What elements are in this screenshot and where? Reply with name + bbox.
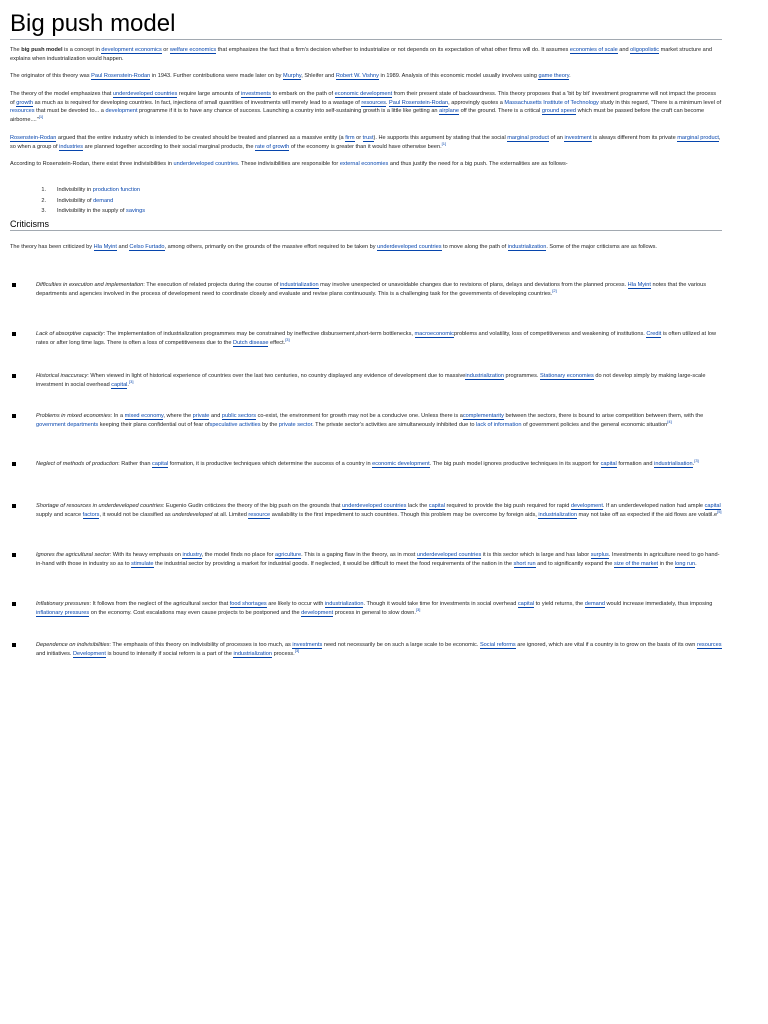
text-run: , Shleifer and (301, 73, 336, 79)
text-run: programme if it is to have any chance of success. Launching a country into self-sustaining growth is a little like getting an (137, 108, 440, 115)
citation-link[interactable]: [3] (285, 336, 290, 342)
text-run: on the economy. Cost escalations may even cause projects to be postponed and the (89, 609, 302, 616)
text-run: and to significantly expand the (535, 560, 614, 567)
wiki-link[interactable]: Robert W. Vishny (335, 73, 379, 79)
bullet-square-icon (12, 462, 16, 466)
criticism-term: underdeveloped (172, 511, 213, 518)
wiki-link[interactable]: investment (564, 135, 592, 141)
citation-link[interactable]: [3] (415, 606, 421, 612)
section-heading-criticisms: Criticisms (10, 219, 722, 231)
text-run: problems and volatility, loss of competitiveness and weakening of institutions. (453, 331, 647, 337)
text-run: : The emphasis of this theory on indivisibility of processes is too much, as (109, 642, 293, 648)
intro-paragraph (10, 72, 722, 81)
wiki-link[interactable]: welfare economics (169, 47, 217, 53)
wiki-link[interactable]: public sectors (221, 413, 257, 419)
bullet-square-icon (12, 553, 16, 557)
wiki-link[interactable]: speculative activities (209, 421, 261, 428)
wiki-link[interactable]: external economies (339, 161, 389, 167)
text-run: The (10, 47, 22, 53)
text-run: is bound to intensify if social reform is a part of the (105, 650, 234, 657)
wiki-link[interactable]: economic development (334, 91, 393, 97)
text-run: . (385, 99, 390, 106)
text-run: keeping their plans confidential out of fear of (98, 421, 210, 428)
criticism-term: Difficulties in execution and implementation (36, 282, 144, 288)
wiki-link[interactable]: rate of growth (255, 143, 290, 150)
criticism-item (10, 372, 722, 389)
wiki-link[interactable]: size of the market (613, 560, 659, 567)
wiki-link[interactable]: Celso Furtado (129, 244, 165, 250)
wiki-link[interactable]: economies of scale (569, 47, 618, 53)
wiki-link[interactable]: Murphy (283, 73, 302, 79)
text-run: of government policies and the general economic situation (521, 421, 668, 428)
wiki-link[interactable]: capital (111, 381, 128, 388)
text-run: The originator of this theory was (10, 73, 92, 79)
wiki-link[interactable]: Rosenstein-Rodan (10, 135, 57, 141)
text-run: of the economy is greater than it would have otherwise been. (289, 143, 442, 150)
text-run: in the (658, 560, 675, 567)
wiki-link[interactable]: development (570, 503, 603, 509)
text-run: to embark on the path of (270, 91, 335, 97)
criticism-text (36, 551, 722, 568)
wiki-link[interactable]: underdeveloped countries (173, 161, 238, 167)
text-run: programmes. (503, 373, 541, 379)
wiki-link[interactable]: lack of information (476, 421, 522, 428)
text-run: , approvingly quotes a (448, 99, 505, 106)
wiki-link[interactable]: Hla Myint (93, 244, 117, 250)
text-run: The theory has been criticized by (10, 244, 94, 250)
text-run: and thus justify the need for a big push. The externalities are as follows- (388, 161, 568, 167)
wiki-link[interactable]: industrialization (538, 511, 577, 518)
text-run: and initiatives. (36, 650, 74, 657)
wiki-link[interactable]: demand (93, 197, 114, 204)
text-run: . Some of the major criticisms are as follows. (546, 244, 657, 250)
wiki-link[interactable]: Dutch disease (233, 339, 269, 346)
wiki-link[interactable]: demand (584, 601, 605, 607)
wiki-link[interactable]: government departments (36, 421, 99, 428)
text-run: supply and scarce (36, 511, 83, 518)
wiki-link[interactable]: Massachusetts Institute of Technology (504, 99, 599, 106)
text-run: : The implementation of industrialization programmes may be constrained by ineffective disbursement,short-term bottlenecks, (103, 331, 415, 337)
citation-link[interactable]: [3] (694, 458, 699, 464)
intro-paragraph (10, 90, 722, 124)
intro-paragraph (10, 134, 722, 151)
text-run: . If an underdeveloped nation had ample (602, 503, 705, 509)
criticism-item (10, 281, 722, 298)
text-run: process in general to slow down. (333, 609, 416, 616)
text-run: : Rather than (118, 461, 152, 467)
text-run: to move along the path of (441, 244, 508, 250)
wiki-link[interactable]: capital (428, 503, 445, 509)
wiki-link[interactable]: Development (73, 650, 106, 657)
wiki-link[interactable]: capital (517, 601, 535, 607)
wiki-link[interactable]: development (105, 108, 138, 115)
wiki-link[interactable]: underdeveloped countries (342, 503, 407, 509)
criticism-term: Shortage of resources in underdeveloped countries (36, 503, 163, 509)
text-run: may not take off as expected if the aid flows are volatil.e (576, 511, 718, 518)
wiki-link[interactable]: marginal product (507, 135, 549, 141)
bold-term: big push model (21, 47, 63, 53)
criticism-term: Ignores the agricultural sector (36, 552, 110, 558)
wiki-link[interactable]: private sector (278, 421, 313, 428)
page-title: Big push model (10, 10, 722, 40)
wiki-link[interactable]: industrialisation (654, 461, 693, 467)
criticism-term: Neglect of methods of production (36, 461, 119, 467)
text-run: ). He supports this argument by stating that the social (373, 135, 508, 141)
text-run: Indivisibility in (57, 187, 93, 193)
citation-link[interactable]: [1] (441, 140, 447, 146)
criticism-term: Inflationary pressures (36, 601, 90, 607)
wiki-link[interactable]: growth (16, 99, 34, 106)
criticism-item (10, 600, 722, 617)
wiki-link[interactable]: complementarity (462, 413, 504, 419)
wiki-link[interactable]: industries (59, 143, 84, 150)
criticism-text (36, 330, 722, 347)
text-run: it is this sector which is large and has labor (481, 552, 591, 558)
wiki-link[interactable]: industrialization (280, 282, 319, 288)
citation-link[interactable]: [4] (667, 418, 672, 424)
wiki-link[interactable]: private (192, 413, 210, 419)
wiki-link[interactable]: production function (92, 187, 141, 193)
wiki-link[interactable]: Hla Myint (627, 282, 651, 288)
text-run: which must be passed before the craft can become airborne...." (10, 108, 705, 123)
text-run: are ignored, which are vital if a country is to grow on the basis of its own (515, 642, 697, 648)
wiki-link[interactable]: factors (82, 511, 100, 518)
text-run: , among others, primarily on the grounds of the massive effort required to be taken by (164, 244, 378, 250)
wiki-link[interactable]: capital (600, 461, 617, 467)
text-run: is a concept in (62, 47, 102, 53)
text-run: need not necessarily be on such a large scale to be economic. (322, 642, 480, 648)
wiki-link[interactable]: oligopolistic (630, 47, 660, 53)
text-run: . (695, 560, 697, 567)
criticism-item (10, 641, 722, 658)
text-run: argued that the entire industry which is intended to be created should be treated and planned as a massive entity (a (56, 135, 346, 141)
text-run: : With its heavy emphasis on (109, 552, 183, 558)
wiki-link[interactable]: investments (292, 642, 323, 648)
wiki-link[interactable]: Stationary economies (540, 373, 594, 379)
text-run: . Though it would take time for investments in social overhead (363, 601, 518, 607)
list-item (10, 207, 410, 218)
wiki-link[interactable]: underdeveloped countries (112, 91, 178, 97)
wiki-link[interactable]: industrialization (233, 650, 273, 657)
text-run: . (692, 461, 695, 467)
wiki-link[interactable]: short run (513, 560, 536, 567)
wiki-link[interactable]: industry (182, 552, 202, 558)
wiki-link[interactable]: firm (345, 135, 355, 141)
text-run: the industrial sector by providing a market for industrial goods. If neglected, it would be difficult to meet the food requirements of the nation in the (153, 560, 514, 567)
wiki-link[interactable]: development (301, 609, 334, 616)
text-run: that emphasizes the fact that a firm's decision whether to industrialize or not depends on its expectation of what other firms will do. It assumes (216, 47, 570, 53)
wiki-link[interactable]: industrialization (465, 373, 504, 379)
text-run: and (116, 244, 130, 250)
text-run: that must be devoted to... a (34, 108, 106, 115)
list-item (10, 186, 410, 197)
wiki-link[interactable]: capital (152, 461, 169, 467)
text-run: and (209, 413, 222, 419)
criticism-term: Dependence on indivisibilities (36, 642, 110, 648)
list-number: 2. (41, 197, 46, 204)
text-run: The theory of the model emphasizes that (10, 91, 113, 97)
wiki-link[interactable]: food shortages (229, 601, 267, 607)
wiki-link[interactable]: capital (704, 503, 721, 509)
text-run: require large amounts of (177, 91, 242, 97)
text-run: : The execution of related projects during the course of (143, 282, 280, 288)
text-run: is always different from its private (591, 135, 678, 141)
criticism-item (10, 330, 722, 347)
text-run: : When viewed in light of historical experience of countries over the last two centuries, no country displayed any evidence of development due to massive (87, 373, 466, 379)
criticism-text (36, 641, 722, 658)
text-run: . The private sector's activities are simultaneously inhibited due to (312, 421, 477, 428)
intro-paragraph (10, 160, 722, 169)
wiki-link[interactable]: savings (126, 208, 145, 214)
text-run: may involve unexpected or unavoidable changes due to revisions of plans, delays and deviations from the planned process. (318, 282, 628, 288)
text-run: According to Rosenstein-Rodan, there exist three indivisibilities in (10, 161, 174, 167)
wiki-link[interactable]: development economics (101, 47, 162, 53)
text-run: . This is a gaping flaw in the theory, as in most (301, 552, 417, 558)
wiki-link[interactable]: inflationary pressures (36, 609, 90, 616)
text-run: , where the (163, 413, 193, 419)
text-run: and (617, 47, 631, 53)
wiki-link[interactable]: game theory (538, 73, 570, 79)
criticism-term: Historical inaccuracy (36, 373, 88, 379)
criticism-text (36, 600, 722, 617)
text-run: as much as is required for developing countries. In fact, injections of small quantities of investments will merely lead to a wastage of (33, 99, 362, 106)
intro-paragraph (10, 46, 722, 63)
criticism-item (10, 460, 722, 469)
bullet-square-icon (12, 602, 16, 606)
wiki-link[interactable]: underdeveloped countries (377, 244, 442, 250)
text-run: are planned together according to their social marginal products, the (83, 143, 256, 150)
list-number: 3. (41, 208, 46, 214)
bullet-square-icon (12, 374, 16, 378)
indivisibilities-list (10, 186, 410, 218)
wiki-link[interactable]: industrialization (324, 601, 364, 607)
wiki-link[interactable]: surplus (590, 552, 609, 558)
text-run: notes that the various departments and agencies involved in the process of development need to coordinate closely and evaluate and revise plans continuously. This is a challenging task for the governments of developing countries. (36, 282, 707, 297)
text-run: . Investments in agriculture need to go hand-in-hand with those in industry so as to (36, 552, 720, 567)
text-run: : It follows from the neglect of the agricultural sector that (89, 601, 230, 607)
wiki-link[interactable]: mixed economy (124, 413, 164, 419)
text-run: are likely to occur with (266, 601, 325, 607)
citation-link[interactable]: [3] (294, 647, 300, 653)
wiki-link[interactable]: long run (674, 560, 696, 567)
text-run: . (127, 381, 129, 388)
text-run: would increase immediately, thus imposing (604, 601, 713, 607)
text-run: Indivisibility in the supply of (57, 208, 127, 214)
wiki-link[interactable]: Credit (646, 331, 662, 337)
text-run: availability is the first impediment to such countries. Though this problem may be overcome by foreign aids, (270, 511, 539, 518)
text-run: study in this regard, "There is a minimum level of (598, 99, 722, 106)
wiki-link[interactable]: ground speed (541, 108, 577, 115)
text-run: to yield returns, the (534, 601, 585, 607)
text-run: is often utilized at low rates or after long time lags. There is often a loss of competitiveness due to the (36, 331, 716, 346)
wiki-link[interactable]: resources (10, 108, 35, 115)
text-run: process. (272, 650, 295, 657)
citation-link[interactable]: [5] (717, 508, 722, 514)
criticism-text (36, 281, 722, 298)
wiki-link[interactable]: marginal product (677, 135, 719, 141)
wiki-link[interactable]: Social reforms (479, 642, 516, 648)
wiki-link[interactable]: resource (248, 511, 271, 518)
text-run: co-exist, the environment for growth may not be a conducive one. Unless there is a (256, 413, 463, 419)
text-run: : Eugenio Gudin criticizes the theory of the big push on the grounds that (162, 503, 342, 509)
text-run: . The big push model ignores productive techniques in its support for (429, 461, 601, 467)
text-run: required to provide the big push required for rapid (444, 503, 571, 509)
text-run: formation and (616, 461, 655, 467)
criticism-text (36, 372, 722, 389)
text-run: Indivisibility of (57, 197, 94, 204)
text-run: , the model finds no place for (201, 552, 276, 558)
wiki-link[interactable]: industrialization (507, 244, 547, 250)
criticism-text (36, 460, 722, 469)
wiki-link[interactable]: stimulate (131, 560, 154, 567)
text-run: between the sectors, there is bound to arise competition between them, with the (503, 413, 704, 419)
text-run: : In a (110, 413, 125, 419)
bullet-square-icon (12, 283, 16, 287)
wiki-link[interactable]: underdeveloped countries (416, 552, 482, 558)
text-run: market structure and explains when industrialization would happen. (10, 47, 712, 62)
wiki-link[interactable]: Paul Rosenstein-Rodan (91, 73, 151, 79)
criticism-item (10, 551, 722, 568)
text-run: by the (260, 421, 279, 428)
text-run: , it would not be classified as (99, 511, 173, 518)
citation-link[interactable]: [1] (38, 113, 44, 119)
bullet-square-icon (12, 643, 16, 647)
citation-link[interactable]: [2] (552, 287, 557, 293)
text-run: lack the (406, 503, 429, 509)
wiki-link[interactable]: investments (241, 91, 271, 97)
criticism-item (10, 412, 722, 429)
text-run: , so when a group of (10, 135, 721, 150)
criticism-text (36, 412, 722, 429)
criticisms-intro (10, 243, 722, 252)
wiki-link[interactable]: resources (696, 642, 722, 648)
bullet-square-icon (12, 414, 16, 418)
text-run: off the ground. There is a critical (459, 108, 542, 115)
wiki-link[interactable]: Paul Rosenstein-Rodan (389, 99, 449, 106)
wiki-link[interactable]: airplane (439, 108, 460, 115)
wiki-link[interactable]: trust (362, 135, 374, 141)
text-run: from their present state of backwardness. This theory proposes that a 'bit by bit' investment programme will not impact the process of (10, 91, 717, 106)
bullet-square-icon (12, 332, 16, 336)
bullet-square-icon (12, 504, 16, 508)
criticism-text (36, 502, 722, 519)
citation-link[interactable]: [3] (128, 378, 134, 384)
text-run: or (161, 47, 170, 53)
text-run: . (569, 73, 571, 79)
text-run: at all. Limited (212, 511, 249, 518)
criticism-item (10, 502, 722, 519)
list-number: 1. (41, 187, 46, 193)
text-run: . These indivisibilities are responsible for (237, 161, 340, 167)
text-run: or (354, 135, 363, 141)
wiki-link[interactable]: agriculture (275, 552, 302, 558)
text-run: formation, it is productive techniques which determine the success of a country in (168, 461, 373, 467)
wiki-link[interactable]: macroeconomic (414, 331, 454, 337)
wiki-link[interactable]: economic development (372, 461, 430, 467)
list-item (10, 197, 410, 208)
criticism-term: Problems in mixed economies (36, 413, 111, 419)
text-run: effect. (268, 339, 286, 346)
text-run: in 1943. Further contributions were made later on by (150, 73, 284, 79)
text-run: in 1989. Analysis of this economic model usually involves using (378, 73, 539, 79)
wiki-link[interactable]: resources (361, 99, 386, 106)
text-run: of an (548, 135, 565, 141)
text-run: do not develop simply by making large-scale investment in social overhead (36, 373, 706, 388)
criticism-term: Lack of absorptive capacity (36, 331, 104, 337)
